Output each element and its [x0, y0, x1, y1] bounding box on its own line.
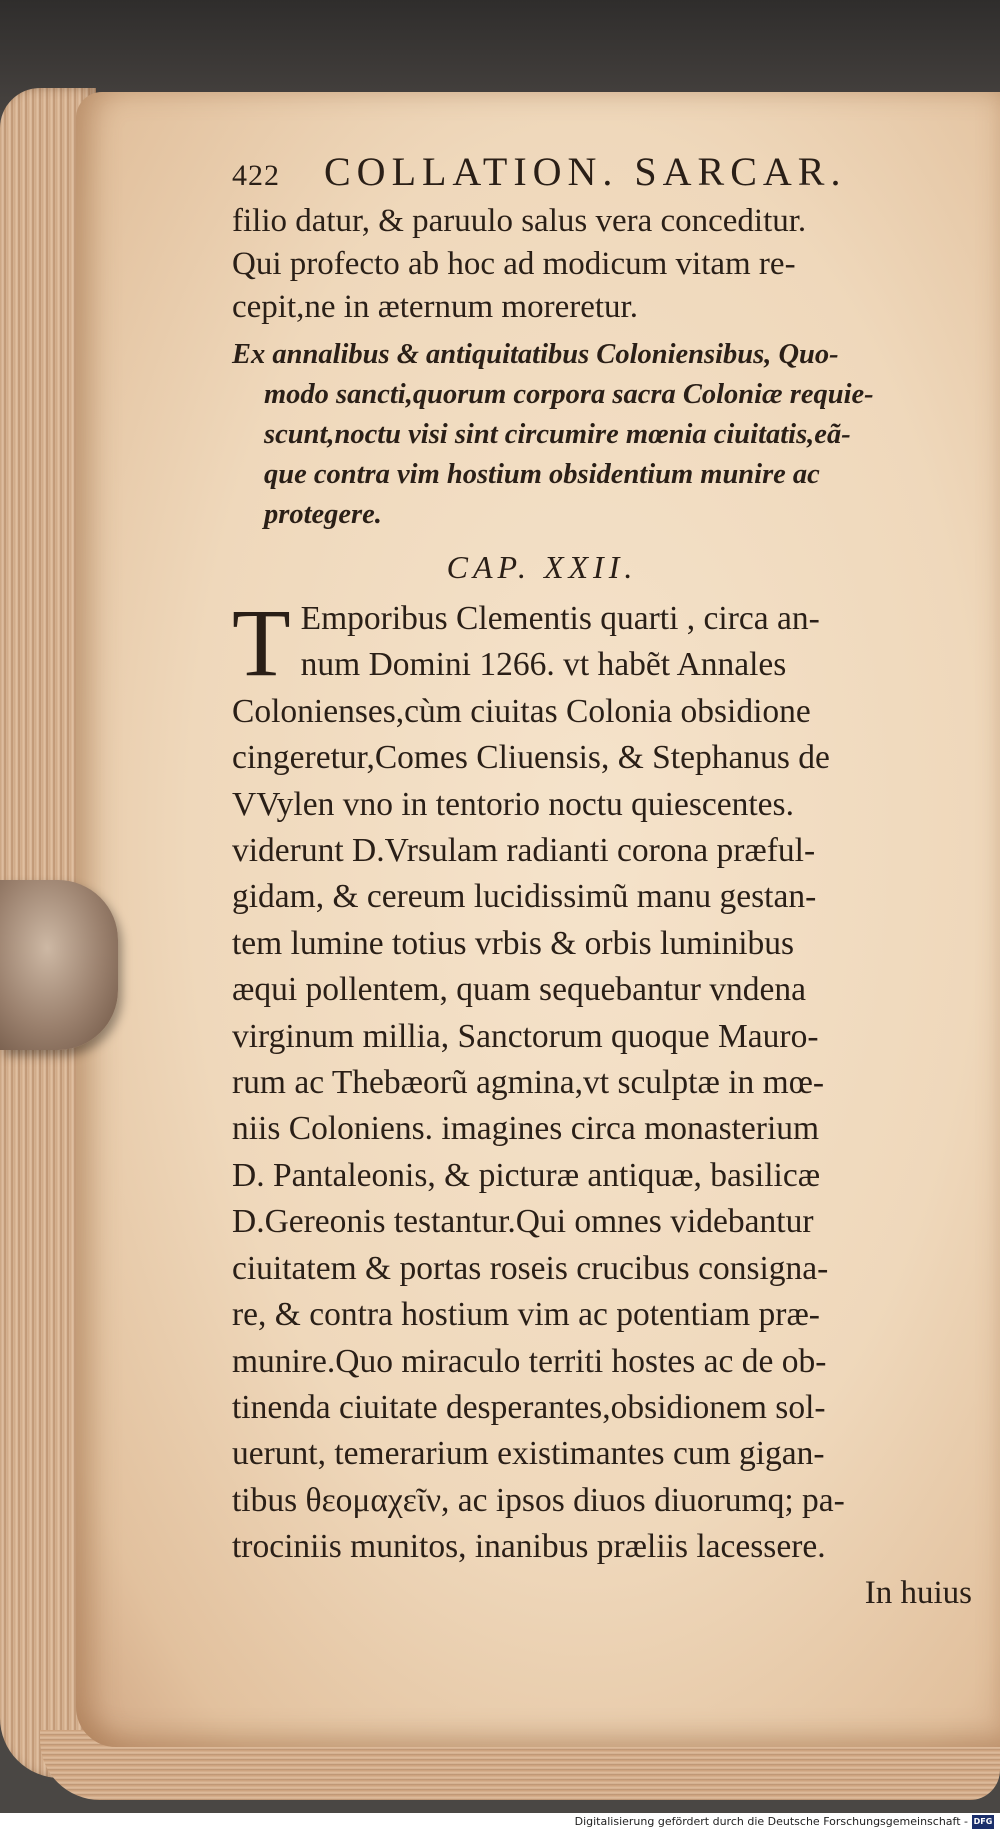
page-header: [232, 148, 972, 200]
summary-line: scunt,noctu visi sint circumire mœnia ciuitatis,eã-: [264, 419, 851, 450]
text-line: virginum millia, Sanctorum quoque Mauro-: [232, 1017, 819, 1055]
page-number: 422: [232, 159, 280, 192]
text-line: Emporibus Clementis quarti , circa an-: [300, 600, 820, 637]
drop-cap-initial: T: [232, 589, 291, 696]
text-line: trociniis munitos, inanibus præliis lacessere.: [232, 1528, 826, 1566]
text-line: re, & contra hostium vim ac potentiam præ-: [232, 1296, 820, 1334]
text-line: niis Coloniens. imagines circa monasterium: [232, 1110, 820, 1148]
text-line: tem lumine totius vrbis & orbis luminibus: [232, 924, 795, 962]
chapter-heading: CAP. XXII.: [446, 549, 638, 585]
page-text-block: [232, 148, 972, 1612]
text-line: ciuitatem & portas roseis crucibus consigna-: [232, 1249, 829, 1287]
text-line: num Domini 1266. vt habẽt Annales: [300, 646, 787, 684]
text-line: uerunt, temerarium existimantes cum gigan-: [232, 1435, 825, 1473]
text-line: gidam, & cereum lucidissimũ manu gestan-: [232, 878, 817, 916]
text-line: D.Gereonis testantur.Qui omnes videbantur: [232, 1203, 814, 1241]
summary-line: que contra vim hostium obsidentium munire ac: [264, 459, 820, 490]
text-line: cingeretur,Comes Cliuensis, & Stephanus de: [232, 739, 830, 777]
summary-line: modo sancti,quorum corpora sacra Coloniæ requie-: [264, 379, 874, 410]
text-line: cepit,ne in æternum moreretur.: [232, 289, 638, 325]
carryover-paragraph: [232, 200, 972, 329]
text-line: filio datur, & paruulo salus vera conceditur.: [232, 203, 807, 239]
text-line: munire.Quo miraculo territi hostes ac de ob-: [232, 1342, 827, 1380]
text-line: Qui profecto ab hoc ad modicum vitam re-: [232, 246, 796, 282]
text-line: viderunt D.Vrsulam radianti corona præful-: [232, 832, 816, 870]
text-line: tibus θεομαχεῖν, ac ipsos diuos diuorumq; pa-: [232, 1481, 845, 1519]
text-line: VVylen vno in tentorio noctu quiescentes.: [232, 785, 794, 823]
dfg-logo-icon: DFG: [972, 1815, 994, 1829]
book-clasp: [0, 880, 118, 1050]
text-line: æqui pollentem, quam sequebantur vndena: [232, 971, 807, 1009]
text-line: D. Pantaleonis, & picturæ antiquæ, basilicæ: [232, 1156, 821, 1194]
text-line: rum ac Thebæorũ agmina,vt sculptæ in mœ-: [232, 1064, 825, 1102]
text-line: tinenda ciuitate desperantes,obsidionem sol-: [232, 1388, 826, 1426]
chapter-body: [232, 589, 972, 1571]
summary-line: Ex annalibus & antiquitatibus Coloniensibus, Quo-: [232, 339, 839, 370]
summary-line: protegere.: [264, 499, 382, 530]
running-title: COLLATION. SARCAR.: [324, 149, 847, 194]
catchword: In huius: [864, 1574, 972, 1611]
chapter-summary: [232, 335, 972, 535]
funding-credit: Digitalisierung gefördert durch die Deutsche Forschungsgemeinschaft -: [574, 1815, 968, 1828]
text-line: Colonienses,cùm ciuitas Colonia obsidione: [232, 692, 811, 730]
